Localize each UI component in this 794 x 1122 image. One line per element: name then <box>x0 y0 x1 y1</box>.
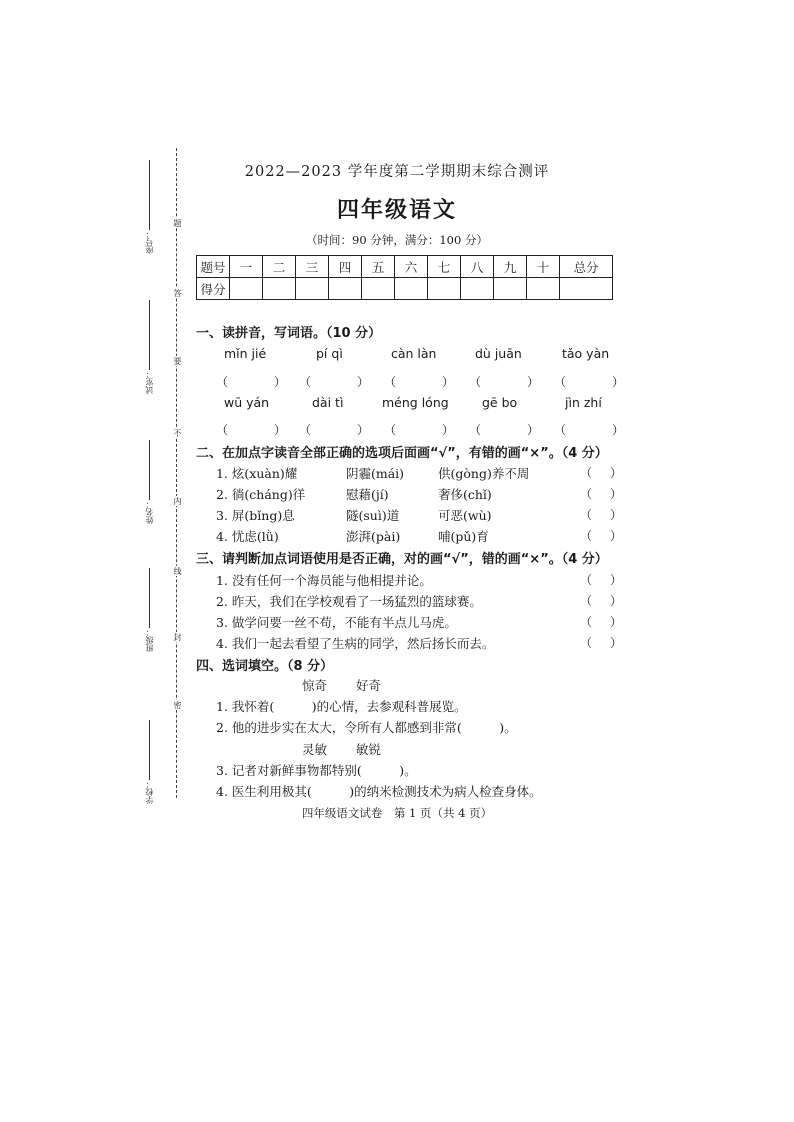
answer-blank[interactable]: （ ） <box>580 466 622 480</box>
table-cell: 三 <box>296 256 329 278</box>
question-item: 3. 做学问要一丝不苟，不能有半点儿马虎。 <box>216 615 457 630</box>
word-choice: 惊奇 <box>302 678 328 693</box>
score-cell[interactable] <box>296 278 329 300</box>
table-cell: 题号 <box>197 256 230 278</box>
answer-blank[interactable]: （ ） <box>384 375 454 389</box>
table-cell: 二 <box>263 256 296 278</box>
answer-blank[interactable]: （ ） <box>580 594 622 608</box>
score-cell[interactable] <box>362 278 395 300</box>
seal-char: 密 <box>173 701 182 709</box>
option-text: 3. 屏(bǐng)息 <box>216 508 295 523</box>
pinyin: gē bo <box>482 395 518 410</box>
pinyin: méng lóng <box>382 395 449 410</box>
class-field: 班级： <box>146 568 172 652</box>
seal-char: 封 <box>173 633 182 641</box>
option-text: 可恶(wù) <box>438 508 492 523</box>
seal-char: 内 <box>173 497 182 505</box>
pinyin: mǐn jié <box>224 346 267 361</box>
option-text: 2. 徜(cháng)徉 <box>216 487 306 502</box>
pinyin: pí qì <box>316 346 343 361</box>
score-table-score-row <box>197 278 613 300</box>
score-table <box>196 255 613 300</box>
answer-blank[interactable]: （ ） <box>384 423 454 437</box>
answer-blank[interactable]: （ ） <box>216 423 286 437</box>
answer-blank[interactable]: （ ） <box>299 423 369 437</box>
table-cell: 七 <box>428 256 461 278</box>
pinyin: wū yán <box>224 395 270 410</box>
answer-blank[interactable]: （ ） <box>469 375 539 389</box>
answer-blank[interactable]: （ ） <box>580 487 622 501</box>
pinyin: càn làn <box>391 346 437 361</box>
score-cell[interactable] <box>494 278 527 300</box>
answer-blank[interactable]: （ ） <box>299 375 369 389</box>
score-cell[interactable] <box>395 278 428 300</box>
answer-blank[interactable]: （ ） <box>469 423 539 437</box>
section-2-title: 二、在加点字读音全部正确的选项后面画“√”，有错的画“×”。（4 分） <box>196 446 608 461</box>
answer-blank[interactable]: （ ） <box>580 573 622 587</box>
table-cell: 五 <box>362 256 395 278</box>
pinyin: tǎo yàn <box>562 346 610 361</box>
time-info: （时间：90 分钟，满分：100 分） <box>306 233 488 247</box>
word-choice: 灵敏 <box>302 742 328 757</box>
question-item: 1. 我怀着( )的心情，去参观科普展览。 <box>216 699 467 714</box>
score-cell[interactable] <box>230 278 263 300</box>
question-item: 3. 记者对新鲜事物都特别( )。 <box>216 763 417 778</box>
score-table-header-row <box>197 256 613 278</box>
table-cell: 得分 <box>197 278 230 300</box>
question-item: 4. 我们一起去看望了生病的同学，然后扬长而去。 <box>216 636 495 651</box>
seal-char: 答 <box>173 289 182 297</box>
section-1-title: 一、读拼音，写词语。（10 分） <box>196 326 382 341</box>
option-text: 供(gòng)养不周 <box>438 466 530 481</box>
table-cell: 总分 <box>560 256 613 278</box>
section-4-title: 四、选词填空。（8 分） <box>196 659 334 674</box>
option-text: 1. 炫(xuàn)耀 <box>216 466 298 481</box>
seal-char: 线 <box>173 567 182 575</box>
answer-blank[interactable]: （ ） <box>580 508 622 522</box>
score-cell[interactable] <box>428 278 461 300</box>
seat-field: 座号： <box>146 160 172 254</box>
table-cell: 六 <box>395 256 428 278</box>
page-footer: 四年级语文试卷 第 1 页（共 4 页） <box>301 806 493 820</box>
score-cell[interactable] <box>263 278 296 300</box>
answer-blank[interactable]: （ ） <box>580 529 622 543</box>
question-item: 2. 他的进步实在太大，令所有人都感到非常( )。 <box>216 720 517 735</box>
word-choice: 敏锐 <box>356 742 382 757</box>
pinyin: dài tì <box>312 395 344 410</box>
question-item: 1. 没有任何一个海员能与他相提并论。 <box>216 573 432 588</box>
seal-char: 题 <box>173 219 182 227</box>
answer-blank[interactable]: （ ） <box>554 375 624 389</box>
option-text: 隧(suì)道 <box>346 508 400 523</box>
score-cell[interactable] <box>461 278 494 300</box>
answer-blank[interactable]: （ ） <box>554 423 624 437</box>
score-cell[interactable] <box>560 278 613 300</box>
answer-blank[interactable]: （ ） <box>580 636 622 650</box>
exam-title: 四年级语文 <box>336 198 457 223</box>
room-field: 试室： <box>146 300 172 394</box>
score-cell[interactable] <box>527 278 560 300</box>
option-text: 澎湃(pài) <box>346 529 401 544</box>
name-field: 姓名： <box>146 440 172 524</box>
pinyin: dù juān <box>475 346 522 361</box>
option-text: 奢侈(chǐ) <box>438 487 492 502</box>
exam-subtitle: 2022—2023 学年度第二学期期末综合测评 <box>244 164 550 180</box>
seal-char: 要 <box>173 357 182 365</box>
school-field: 学校： <box>146 720 172 804</box>
option-text: 阴霾(mái) <box>346 466 405 481</box>
option-text: 慰藉(jí) <box>346 487 389 502</box>
word-choice: 好奇 <box>356 678 382 693</box>
question-item: 2. 昨天，我们在学校观看了一场猛烈的篮球赛。 <box>216 594 482 609</box>
score-cell[interactable] <box>329 278 362 300</box>
table-cell: 四 <box>329 256 362 278</box>
pinyin: jìn zhí <box>565 395 602 410</box>
seal-char: 不 <box>173 429 182 437</box>
answer-blank[interactable]: （ ） <box>580 615 622 629</box>
option-text: 4. 忧虑(lǜ) <box>216 529 279 544</box>
table-cell: 八 <box>461 256 494 278</box>
section-3-title: 三、请判断加点词语使用是否正确，对的画“√”，错的画“×”。（4 分） <box>196 552 608 567</box>
table-cell: 九 <box>494 256 527 278</box>
answer-blank[interactable]: （ ） <box>216 375 286 389</box>
option-text: 哺(pǔ)育 <box>438 529 489 544</box>
table-cell: 十 <box>527 256 560 278</box>
table-cell: 一 <box>230 256 263 278</box>
question-item: 4. 医生利用极其( )的纳米检测技术为病人检查身体。 <box>216 784 542 799</box>
